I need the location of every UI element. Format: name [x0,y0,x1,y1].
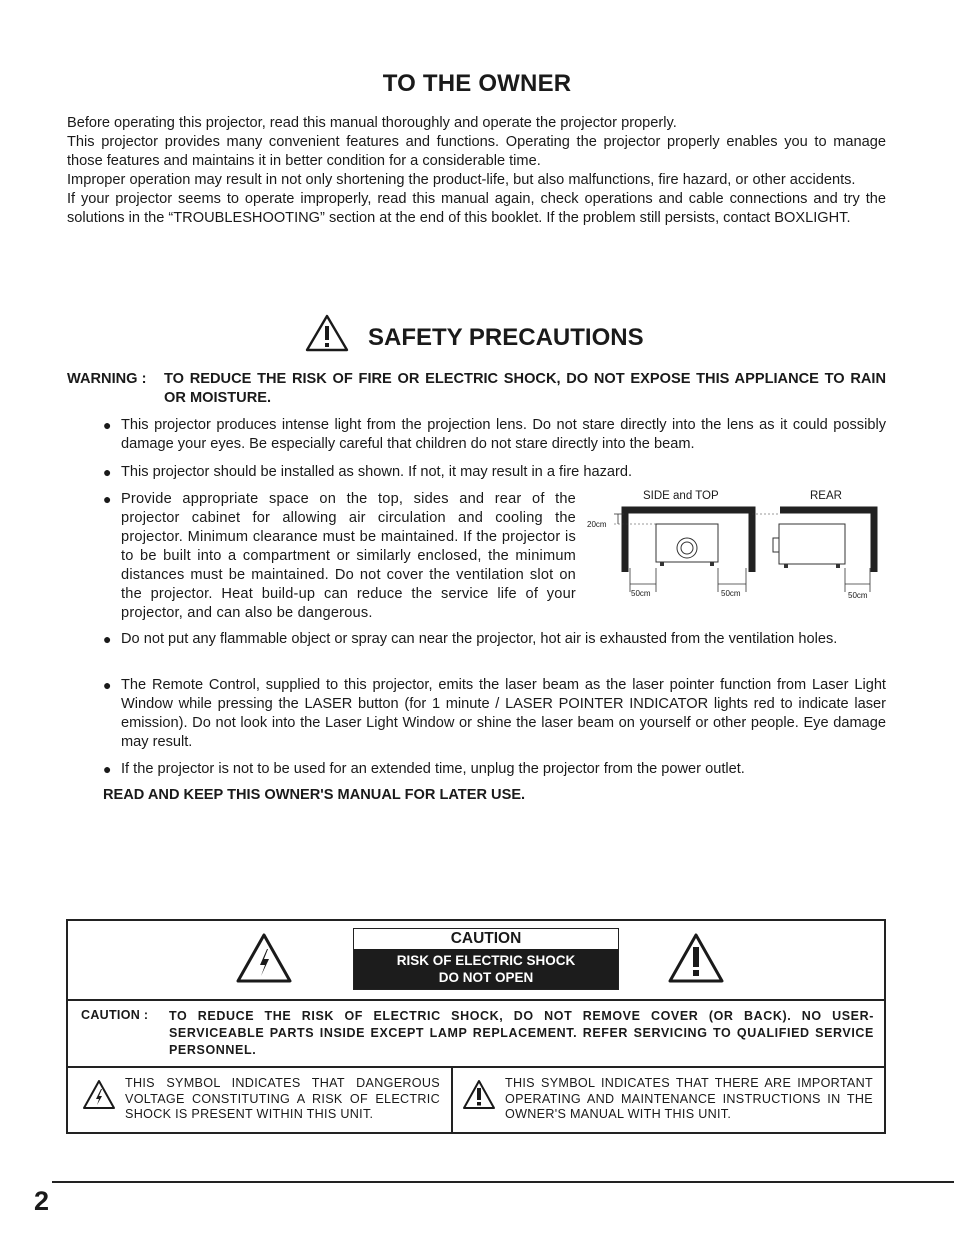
caution-label [353,928,619,990]
diagram-side-right-clearance: 50cm [721,589,741,598]
footer-rule [52,1181,954,1183]
bullet-text: This projector produces intense light from the projection lens. Do not stare directly into the lens as it could possibly damage your eyes. Be especially careful that children do not stare directly into the beam. [121,417,886,452]
bullet-icon: ● [103,631,112,647]
owner-paragraph: Before operating this projector, read this manual thoroughly and operate the projector properly. [67,115,677,131]
diagram-rear-clearance: 50cm [848,591,868,600]
owner-paragraph: This projector provides many convenient features and functions. Operating the projector properly enables you to manage those features and maintains it in better condition for a considerable time. [67,134,886,169]
bullet-text: If the projector is not to be used for an extended time, unplug the projector from the power outlet. [121,761,745,777]
bullet-icon: ● [103,761,112,777]
bullet-text: This projector should be installed as shown. If not, it may result in a fire hazard. [121,464,633,480]
owner-paragraph: Improper operation may result in not only shortening the product-life, but also malfunctions, fire hazard, or other accidents. [67,172,856,188]
caution-header: CAUTION [450,930,522,947]
exclamation-warning-icon [666,931,726,985]
caution-box [66,919,886,1134]
owner-intro [67,114,886,228]
bullet-text: Provide appropriate space on the top, sides and rear of the projector cabinet for allowing air circulation and cooling the projector. Minimum clearance must be maintained. If the projector is to be built into a compartment or similarly enclosed, the minimum distances must be maintained. Do not cover the ventilation slot on the projector. Heat build-up can reduce the service life of your projector, and can also be dangerous. [121,491,576,621]
diagram-rear-label: REAR [810,490,842,502]
voltage-symbol-icon [82,1079,116,1111]
bullet-text: The Remote Control, supplied to this projector, emits the laser beam as the laser pointer function from Laser Light Window while pressing the LASER button (for 1 minute / LASER POINTER INDICATOR lights red to indicate laser emission). Do not look into the Laser Light Window or shine the laser beam on yourself or other people. Eye damage may result. [121,677,886,750]
instruction-symbol-text: THIS SYMBOL INDICATES THAT THERE ARE IMPORTANT OPERATING AND MAINTENANCE INSTRUCTIONS IN THE OWNER'S MANUAL WITH THIS UNIT. [505,1076,873,1121]
bullet-icon: ● [103,677,112,693]
caution-line1: RISK OF ELECTRIC SHOCK [396,953,576,968]
diagram-side-left-clearance: 50cm [631,589,651,598]
instruction-symbol-icon [462,1079,496,1111]
safety-title: SAFETY PRECAUTIONS [368,324,644,351]
bullet-text: Do not put any flammable object or spray can near the projector, hot air is exhausted from the ventilation holes. [121,631,838,647]
owner-title: TO THE OWNER [382,70,572,97]
diagram-side-top-label: SIDE and TOP [643,490,719,502]
bullet-icon: ● [103,417,112,433]
caution-statement-label: CAUTION : [81,1008,149,1022]
electric-shock-warning-icon [234,931,294,985]
warning-text: TO REDUCE THE RISK OF FIRE OR ELECTRIC SHOCK, DO NOT EXPOSE THIS APPLIANCE TO RAIN OR MOISTURE. [164,371,886,406]
owner-paragraph: If your projector seems to operate improperly, read this manual again, check operations and cable connections and try the solutions in the “TROUBLESHOOTING” section at the end of this booklet. If the problem still persists, contact BOXLIGHT. [67,191,886,226]
caution-line2: DO NOT OPEN [438,970,534,985]
caution-statement-text: TO REDUCE THE RISK OF ELECTRIC SHOCK, DO NOT REMOVE COVER (OR BACK). NO USER-SERVICEABLE PARTS INSIDE EXCEPT LAMP REPLACEMENT. REFER SERVICING TO QUALIFIED SERVICE PERSONNEL. [169,1009,874,1057]
clearance-diagram [584,484,884,604]
page-number: 2 [34,1186,50,1216]
bullet-icon: ● [103,464,112,480]
diagram-top-clearance: 20cm [587,520,607,529]
bullet-icon: ● [103,491,112,507]
warning-triangle-icon [304,313,350,353]
closing-note: READ AND KEEP THIS OWNER'S MANUAL FOR LATER USE. [103,787,526,803]
caution-black-panel [354,949,618,989]
voltage-symbol-text: THIS SYMBOL INDICATES THAT DANGEROUS VOLTAGE CONSTITUTING A RISK OF ELECTRIC SHOCK IS PRESENT WITHIN THIS UNIT. [125,1076,440,1121]
warning-label: WARNING : [67,371,147,387]
